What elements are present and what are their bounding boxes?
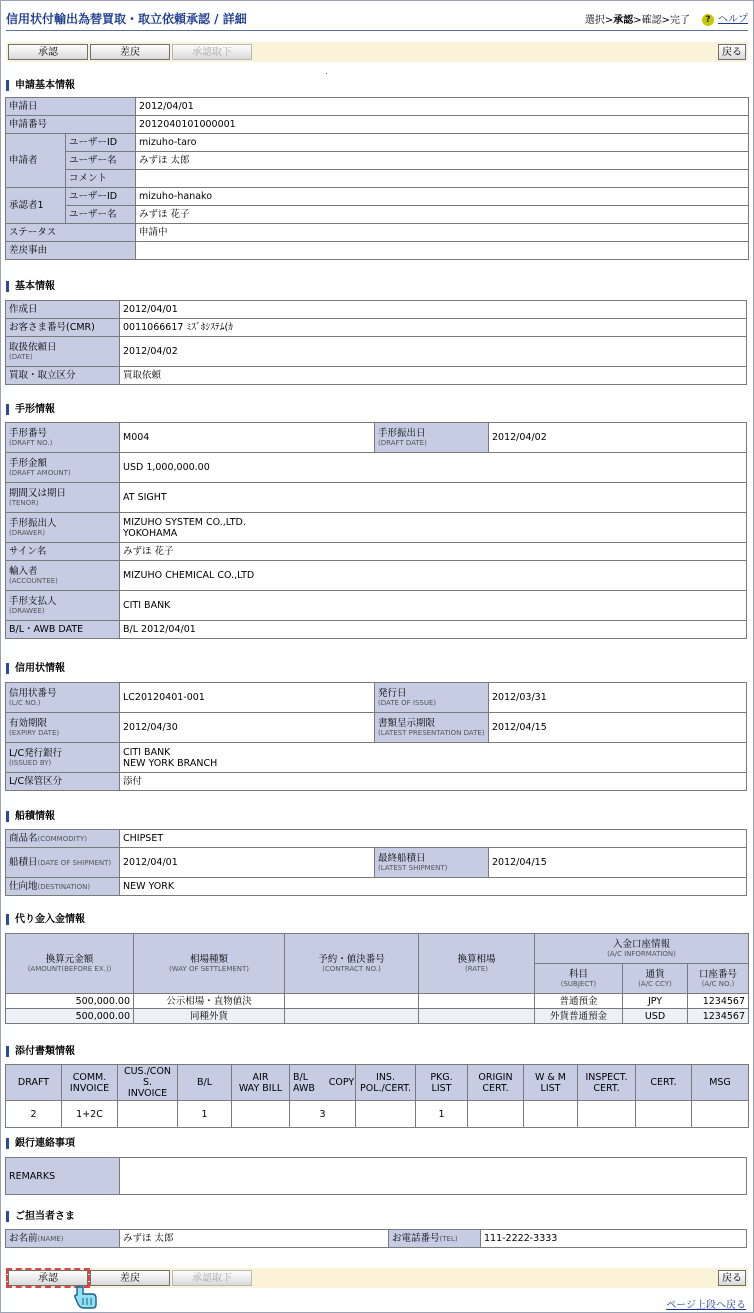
- shipping-info-table: [5, 829, 747, 896]
- step-confirm: 確認: [641, 15, 662, 26]
- bottom-button-bar: [6, 1268, 748, 1288]
- label-drawee: 手形支払人 (DRAWEE): [6, 591, 120, 621]
- label-destination: 仕向地(DESTINATION): [6, 878, 120, 896]
- section-basic: 基本情報: [6, 281, 55, 292]
- help-icon[interactable]: ?: [702, 14, 714, 26]
- section-application-basic: 申請基本情報: [6, 80, 75, 91]
- header-draft: DRAFT: [6, 1065, 62, 1101]
- section-documents: 添付書類情報: [6, 1046, 75, 1057]
- lc-no: LC20120401-001: [120, 683, 375, 713]
- approve-button-top[interactable]: 承認: [8, 44, 88, 60]
- label-remarks: REMARKS: [6, 1158, 120, 1195]
- step-approve-current: 承認: [613, 15, 634, 26]
- created-date: 2012/04/01: [120, 301, 747, 319]
- reject-button-bottom[interactable]: 差戻: [90, 1270, 170, 1286]
- label-issuing-bank: L/C発行銀行 (ISSUED BY): [6, 743, 120, 773]
- proceeds-rate: [419, 1009, 535, 1024]
- basic-info-table: [5, 300, 747, 385]
- proceeds-subject: 外貨普通預金: [535, 1009, 623, 1024]
- header-msg: MSG: [692, 1065, 749, 1101]
- doc-wm-list: [524, 1101, 578, 1128]
- sign-name: みずほ 花子: [120, 543, 747, 561]
- application-basic-table: [5, 97, 749, 260]
- section-shipping: 船積情報: [6, 811, 55, 822]
- page-title: 信用状付輸出為替買取・取立依頼承認 / 詳細: [6, 12, 247, 26]
- label-status: ステータス: [6, 224, 136, 242]
- lc-keep-type: 添付: [120, 773, 747, 791]
- label-approver-id: ユーザーID: [66, 188, 136, 206]
- section-draft: 手形情報: [6, 404, 55, 415]
- header-comm-invoice: COMM. INVOICE: [62, 1065, 118, 1101]
- step-select: 選択: [584, 15, 605, 26]
- header-subject: 科目 (SUBJECT): [535, 964, 623, 994]
- doc-draft: 2: [6, 1101, 62, 1128]
- withdraw-button-bottom[interactable]: 承認取下: [172, 1270, 252, 1286]
- label-bl-date: B/L・AWB DATE: [6, 621, 120, 639]
- withdraw-button-top[interactable]: 承認取下: [172, 44, 252, 60]
- draft-info-table: [5, 422, 747, 639]
- top-button-bar: [6, 42, 748, 62]
- label-apply-date: 申請日: [6, 98, 136, 116]
- doc-origin-cert: [468, 1101, 524, 1128]
- header-pkg-list: PKG. LIST: [416, 1065, 468, 1101]
- applicant-id: mizuho-taro: [136, 134, 749, 152]
- header-way: 相場種類 (WAY OF SETTLEMENT): [134, 934, 285, 994]
- section-proceeds: 代り金入金情報: [6, 914, 85, 925]
- proceeds-acno: 1234567: [688, 994, 749, 1009]
- doc-pkg-list: 1: [416, 1101, 468, 1128]
- proceeds-contract: [285, 1009, 419, 1024]
- doc-cert: [636, 1101, 692, 1128]
- proceeds-contract: [285, 994, 419, 1009]
- label-drawer: 手形振出人 (DRAWER): [6, 513, 120, 543]
- label-comment: コメント: [66, 170, 136, 188]
- header-wm-list: W & M LIST: [524, 1065, 578, 1101]
- label-lc-keep: L/C保管区分: [6, 773, 120, 791]
- proceeds-amount: 500,000.00: [6, 994, 134, 1009]
- label-tel: お電話番号(TEL): [389, 1230, 481, 1248]
- draft-no: M004: [120, 423, 375, 453]
- proceeds-amount: 500,000.00: [6, 1009, 134, 1024]
- latest-shipment: 2012/04/15: [489, 848, 747, 878]
- doc-comm-invoice: 1+2C: [62, 1101, 118, 1128]
- label-ship-date: 船積日(DATE OF SHIPMENT): [6, 848, 120, 878]
- proceeds-ccy: JPY: [623, 994, 688, 1009]
- documents-table: [5, 1064, 749, 1128]
- proceeds-ccy: USD: [623, 1009, 688, 1024]
- header-contract: 予約・値決番号 (CONTRACT NO.): [285, 934, 419, 994]
- header-origin-cert: ORIGIN CERT.: [468, 1065, 524, 1101]
- step-indicator: 選択>承認>確認>完了: [584, 15, 690, 26]
- apply-no: 2012040101000001: [136, 116, 749, 134]
- label-accountee: 輸入者 (ACCOUNTEE): [6, 561, 120, 591]
- draft-date: 2012/04/02: [489, 423, 747, 453]
- label-sign: サイン名: [6, 543, 120, 561]
- header-rate: 換算相場 (RATE): [419, 934, 535, 994]
- label-draft-amount: 手形金額 (DRAFT AMOUNT): [6, 453, 120, 483]
- title-bar: [6, 8, 748, 28]
- table-row: [6, 1101, 749, 1128]
- header-ccy: 通貨 (A/C CCY): [623, 964, 688, 994]
- issue-date: 2012/03/31: [489, 683, 747, 713]
- header-bl: B/L: [178, 1065, 232, 1101]
- bl-date: B/L 2012/04/01: [120, 621, 747, 639]
- proceeds-table: [5, 933, 749, 1024]
- header-bl-awb-copy: B/L AWBCOPY: [290, 1065, 356, 1101]
- label-expiry-date: 有効期限 (EXPIRY DATE): [6, 713, 120, 743]
- tenor: AT SIGHT: [120, 483, 747, 513]
- comment: [136, 170, 749, 188]
- label-tenor: 期間又は期日 (TENOR): [6, 483, 120, 513]
- label-name: お名前(NAME): [6, 1230, 120, 1248]
- header-cus-invoice: CUS./CONS. INVOICE: [118, 1065, 178, 1101]
- header-ins-cert: INS. POL./CERT.: [356, 1065, 416, 1101]
- label-applicant: 申請者: [6, 134, 66, 188]
- doc-bl-awb-copy: 3: [290, 1101, 356, 1128]
- label-reject-reason: 差戻事由: [6, 242, 136, 260]
- page-top-link[interactable]: ページ上段へ戻る: [666, 1300, 746, 1311]
- reject-reason: [136, 242, 749, 260]
- doc-ins-cert: [356, 1101, 416, 1128]
- label-purchase-type: 買取・取立区分: [6, 367, 120, 385]
- status: 申請中: [136, 224, 749, 242]
- proceeds-way: 公示相場・直物値決: [134, 994, 285, 1009]
- destination: NEW YORK: [120, 878, 747, 896]
- proceeds-subject: 普通預金: [535, 994, 623, 1009]
- label-cmr: お客さま番号(CMR): [6, 319, 120, 337]
- remarks: [120, 1158, 747, 1195]
- label-approver-name: ユーザー名: [66, 206, 136, 224]
- issuing-bank: CITI BANK NEW YORK BRANCH: [120, 743, 747, 773]
- proceeds-rate: [419, 994, 535, 1009]
- applicant-name: みずほ 太郎: [136, 152, 749, 170]
- proceeds-acno: 1234567: [688, 1009, 749, 1024]
- accountee: MIZUHO CHEMICAL CO.,LTD: [120, 561, 747, 591]
- doc-msg: [692, 1101, 749, 1128]
- customer-number: 0011066617 ﾐｽﾞﾎｼｽﾃﾑ(ｶ: [120, 319, 747, 337]
- back-button-top[interactable]: 戻る: [718, 44, 746, 60]
- doc-air-waybill: [232, 1101, 290, 1128]
- apply-date: 2012/04/01: [136, 98, 749, 116]
- label-draft-date: 手形振出日 (DRAFT DATE): [375, 423, 489, 453]
- label-apply-no: 申請番号: [6, 116, 136, 134]
- purchase-type: 買取依頼: [120, 367, 747, 385]
- reject-button-top[interactable]: 差戻: [90, 44, 170, 60]
- doc-bl: 1: [178, 1101, 232, 1128]
- doc-cus-invoice: [118, 1101, 178, 1128]
- header-cert: CERT.: [636, 1065, 692, 1101]
- proceeds-way: 同種外貨: [134, 1009, 285, 1024]
- section-bank-notes: 銀行連絡事項: [6, 1138, 75, 1149]
- label-applicant-id: ユーザーID: [66, 134, 136, 152]
- label-created: 作成日: [6, 301, 120, 319]
- label-commodity: 商品名(COMMODITY): [6, 830, 120, 848]
- drawee: CITI BANK: [120, 591, 747, 621]
- header-air-waybill: AIR WAY BILL: [232, 1065, 290, 1101]
- expiry-date: 2012/04/30: [120, 713, 375, 743]
- hand-pointer-icon: [74, 1285, 100, 1309]
- label-applicant-name: ユーザー名: [66, 152, 136, 170]
- approve-button-bottom[interactable]: 承認: [8, 1270, 88, 1286]
- label-latest-shipment: 最終船積日 (LATEST SHIPMENT): [375, 848, 489, 878]
- bank-notes-table: [5, 1157, 747, 1195]
- back-button-bottom[interactable]: 戻る: [718, 1270, 746, 1286]
- header-amount: 換算元金額 (AMOUNT(BEFORE EX.)): [6, 934, 134, 994]
- help-link[interactable]: ? ヘルプ: [702, 10, 748, 26]
- header-inspect-cert: INSPECT. CERT.: [578, 1065, 636, 1101]
- commodity: CHIPSET: [120, 830, 747, 848]
- request-date: 2012/04/02: [120, 337, 747, 367]
- ship-date: 2012/04/01: [120, 848, 375, 878]
- section-contact: ご担当者さま: [6, 1211, 75, 1222]
- label-issue-date: 発行日 (DATE OF ISSUE): [375, 683, 489, 713]
- table-row: [6, 1009, 749, 1024]
- section-lc: 信用状情報: [6, 663, 65, 674]
- stray-dot: [326, 73, 327, 74]
- label-approver: 承認者1: [6, 188, 66, 224]
- contact-name: みずほ 太郎: [120, 1230, 389, 1248]
- title-divider: [6, 30, 748, 31]
- label-draft-no: 手形番号 (DRAFT NO.): [6, 423, 120, 453]
- presentation-date: 2012/04/15: [489, 713, 747, 743]
- doc-inspect-cert: [578, 1101, 636, 1128]
- step-complete: 完了: [670, 15, 690, 26]
- label-presentation-date: 書類呈示期限 (LATEST PRESENTATION DATE): [375, 713, 489, 743]
- header-account: 入金口座情報 (A/C INFORMATION): [535, 934, 749, 964]
- contact-table: [5, 1229, 747, 1248]
- contact-tel: 111-2222-3333: [481, 1230, 747, 1248]
- approver-id: mizuho-hanako: [136, 188, 749, 206]
- table-row: [6, 994, 749, 1009]
- drawer: MIZUHO SYSTEM CO.,LTD. YOKOHAMA: [120, 513, 747, 543]
- lc-info-table: [5, 682, 747, 791]
- label-lc-no: 信用状番号 (L/C NO.): [6, 683, 120, 713]
- label-request-date: 取扱依頼日 (DATE): [6, 337, 120, 367]
- approver-name: みずほ 花子: [136, 206, 749, 224]
- header-acno: 口座番号 (A/C NO.): [688, 964, 749, 994]
- draft-amount: USD 1,000,000.00: [120, 453, 747, 483]
